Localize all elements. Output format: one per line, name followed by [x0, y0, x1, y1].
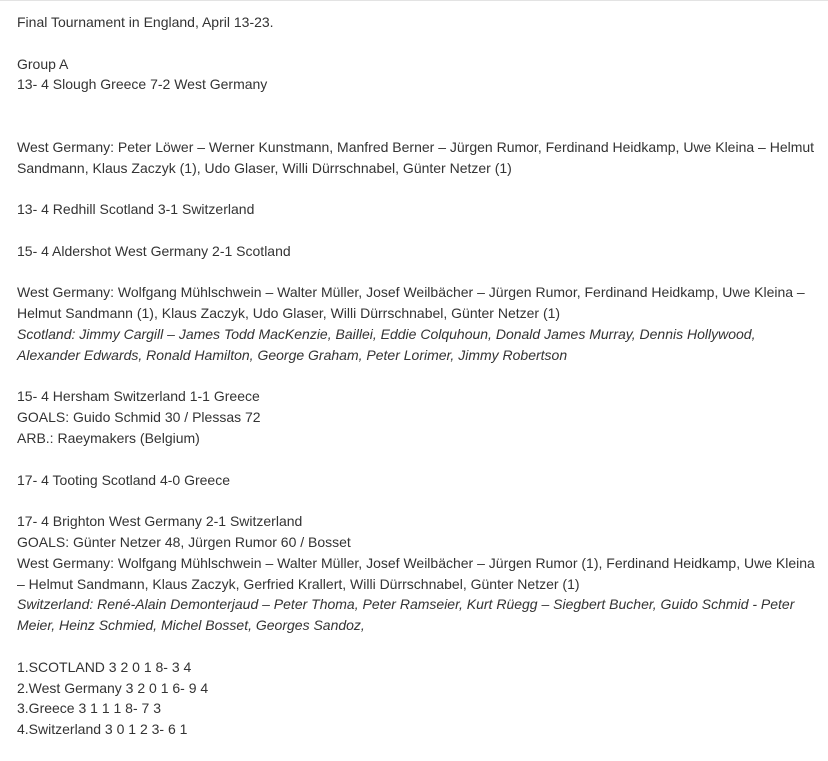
standings-row: 3.Greece 3 1 1 1 8- 7 3: [17, 700, 161, 717]
match-3-block: [17, 241, 817, 262]
match-2-result: 13- 4 Redhill Scotland 3-1 Switzerland: [17, 201, 255, 218]
match-4-block: [17, 386, 817, 448]
match-5-block: [17, 470, 817, 491]
blank-line: [17, 116, 817, 137]
tournament-header: Final Tournament in England, April 13-23.: [17, 14, 274, 30]
match-4-result: 15- 4 Hersham Switzerland 1-1 Greece: [17, 388, 260, 405]
standings-row: 1.SCOTLAND 3 2 0 1 8- 3 4: [17, 658, 192, 675]
tournament-header-block: [17, 12, 817, 33]
match-4-goals: GOALS: Guido Schmid 30 / Plessas 72: [17, 409, 261, 426]
match-1-west-germany-lineup: West Germany: Peter Löwer – Werner Kunstmann, Manfred Berner – Jürgen Rumor, Ferdinand Heidkamp, Uwe Kleina – Helmut Sandmann, Klaus Zaczyk (1), Udo Glaser, Willi Dürrschnabel, Günter Netzer (1): [17, 138, 815, 176]
match-3-result: 15- 4 Aldershot West Germany 2-1 Scotland: [17, 242, 291, 259]
standings-row: 4.Switzerland 3 0 1 2 3- 6 1: [17, 721, 188, 738]
match-6-goals: GOALS: Günter Netzer 48, Jürgen Rumor 60 / Bosset: [17, 533, 351, 550]
top-divider: [0, 0, 828, 1]
match-3-lineups-block: [17, 282, 817, 365]
match-6-block: [17, 511, 817, 636]
group-title: Group A: [17, 55, 69, 72]
match-1-block: [17, 54, 817, 96]
match-3-scotland-lineup: Scotland: Jimmy Cargill – James Todd MacKenzie, Baillei, Eddie Colquhoun, Donald James Murray, Dennis Hollywood, Alexander Edwards, Ronald Hamilton, George Graham, Peter Lorimer, Jimmy Robertson: [17, 325, 756, 363]
match-2-block: [17, 199, 817, 220]
match-3-west-germany-lineup: West Germany: Wolfgang Mühlschwein – Walter Müller, Josef Weilbächer – Jürgen Rumor, Ferdinand Heidkamp, Uwe Kleina – Helmut Sandmann (1), Klaus Zaczyk, Udo Glaser, Willi Dürrschnabel, Günter Netzer (1): [17, 284, 805, 322]
match-1-lineup-block: [17, 137, 817, 179]
match-1-result: 13- 4 Slough Greece 7-2 West Germany: [17, 76, 268, 93]
match-6-switzerland-lineup: Switzerland: René-Alain Demonterjaud – Peter Thoma, Peter Ramseier, Kurt Rüegg – Siegbert Bucher, Guido Schmid - Peter Meier, Heinz Schmied, Michel Bosset, Georges Sandoz,: [17, 596, 795, 634]
match-5-result: 17- 4 Tooting Scotland 4-0 Greece: [17, 471, 230, 488]
article-body: [17, 12, 817, 761]
match-4-referee: ARB.: Raeymakers (Belgium): [17, 429, 200, 446]
standings-row: 2.West Germany 3 2 0 1 6- 9 4: [17, 679, 209, 696]
standings-table: [17, 657, 817, 740]
match-6-west-germany-lineup: West Germany: Wolfgang Mühlschwein – Walter Müller, Josef Weilbächer – Jürgen Rumor (1), Ferdinand Heidkamp, Uwe Kleina – Helmut Sandmann, Klaus Zaczyk, Gerfried Krallert, Willi Dürrschnabel, Günter Netzer (1): [17, 554, 815, 592]
match-6-result: 17- 4 Brighton West Germany 2-1 Switzerland: [17, 513, 303, 530]
